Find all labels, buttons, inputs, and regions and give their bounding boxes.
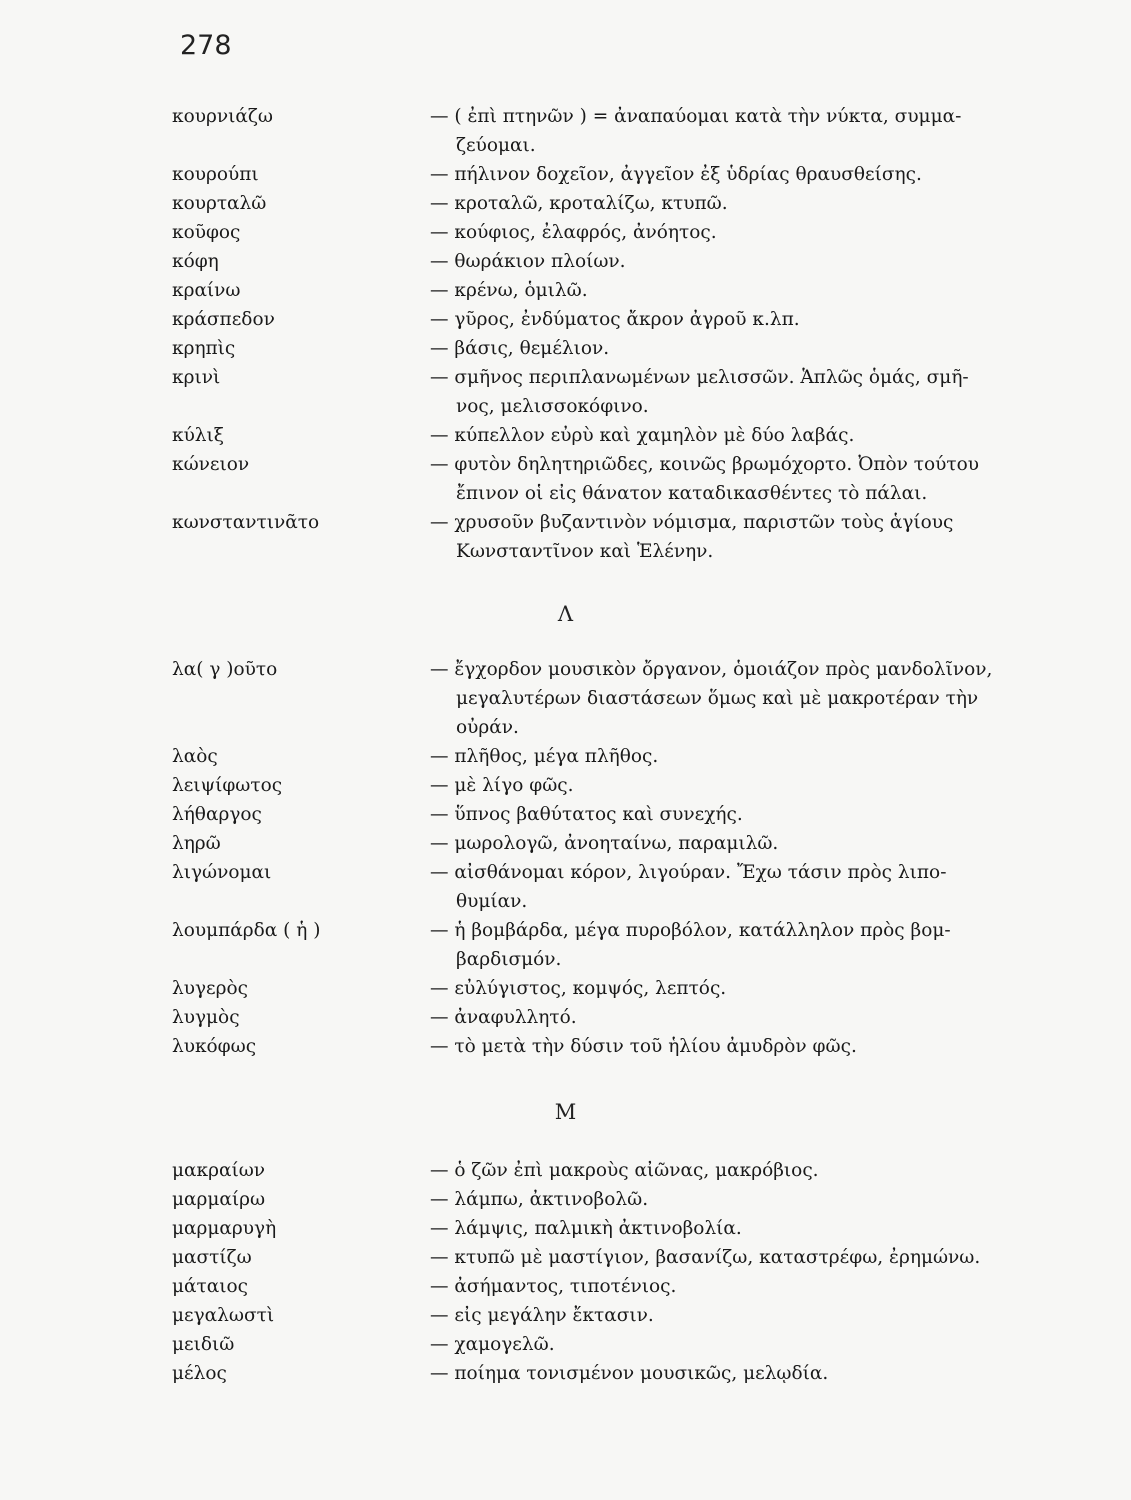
definition — [430, 1272, 1050, 1301]
definition — [430, 247, 1050, 276]
definition-line: — θωράκιον πλοίων. — [430, 251, 626, 272]
dictionary-entry — [0, 102, 1131, 160]
definition — [430, 508, 1050, 566]
headword: μέλος — [172, 1363, 227, 1384]
definition — [430, 160, 1050, 189]
headword: λυγερὸς — [172, 978, 248, 999]
definition-line: — ἡ βομβάρδα, μέγα πυροβόλον, κατάλληλον πρὸς βομ- — [430, 920, 951, 941]
headword: κώνειον — [172, 454, 250, 475]
dictionary-entry — [0, 276, 1131, 305]
definition — [430, 974, 1050, 1003]
definition-line: — ὁ ζῶν ἐπὶ μακροὺς αἰῶνας, μακρόβιος. — [430, 1160, 819, 1181]
headword: μειδιῶ — [172, 1334, 235, 1355]
dictionary-entry — [0, 218, 1131, 247]
section-lambda — [0, 655, 1131, 1061]
dictionary-entry — [0, 1359, 1131, 1388]
definition — [430, 1214, 1050, 1243]
definition — [430, 916, 1050, 974]
definition-line: — βάσις, θεμέλιον. — [430, 338, 610, 359]
definition — [430, 771, 1050, 800]
dictionary-entry — [0, 829, 1131, 858]
definition-line: — πήλινον δοχεῖον, ἀγγεῖον ἐξ ὑδρίας θραυσθείσης. — [430, 164, 922, 185]
dictionary-entry — [0, 1243, 1131, 1272]
definition — [430, 858, 1050, 916]
definition-line: — εὐλύγιστος, κομψός, λεπτός. — [430, 978, 727, 999]
definition-line: — χρυσοῦν βυζαντινὸν νόμισμα, παριστῶν τοὺς ἁγίους — [430, 512, 954, 533]
definition — [430, 1301, 1050, 1330]
dictionary-entry — [0, 189, 1131, 218]
definition-line: βαρδισμόν. — [456, 949, 562, 970]
definition-line: νος, μελισσοκόφινο. — [456, 396, 649, 417]
dictionary-entry — [0, 800, 1131, 829]
definition-line: — χαμογελῶ. — [430, 1334, 555, 1355]
definition-line: — ἔγχορδον μουσικὸν ὄργανον, ὁμοιάζον πρὸς μανδολῖνον, — [430, 659, 993, 680]
page-number: 278 — [180, 30, 232, 61]
definition — [430, 1330, 1050, 1359]
definition-line: — κροταλῶ, κροταλίζω, κτυπῶ. — [430, 193, 728, 214]
headword: κύλιξ — [172, 425, 224, 446]
definition — [430, 1003, 1050, 1032]
headword: μαρμαρυγὴ — [172, 1218, 277, 1239]
headword: κουρούπι — [172, 164, 259, 185]
definition-line: — ἀναφυλλητό. — [430, 1007, 577, 1028]
definition-line: ζεύομαι. — [456, 135, 536, 156]
headword: λειψίφωτος — [172, 775, 283, 796]
headword: λιγώνομαι — [172, 862, 272, 883]
letter-heading-lambda: Λ — [557, 602, 574, 626]
dictionary-entry — [0, 334, 1131, 363]
definition-line: — ποίημα τονισμένον μουσικῶς, μελῳδία. — [430, 1363, 829, 1384]
dictionary-entry — [0, 655, 1131, 742]
definition-line: μεγαλυτέρων διαστάσεων ὅμως καὶ μὲ μακροτέραν τὴν — [456, 688, 979, 709]
dictionary-entry — [0, 916, 1131, 974]
headword: κοῦφος — [172, 222, 241, 243]
dictionary-entry — [0, 974, 1131, 1003]
definition — [430, 1156, 1050, 1185]
definition-line: — πλῆθος, μέγα πλῆθος. — [430, 746, 659, 767]
definition — [430, 218, 1050, 247]
definition — [430, 1185, 1050, 1214]
letter-heading-mu: Μ — [554, 1100, 577, 1124]
dictionary-entry — [0, 1301, 1131, 1330]
headword: κόφη — [172, 251, 219, 272]
dictionary-entry — [0, 1330, 1131, 1359]
definition-line: — μωρολογῶ, ἀνοηταίνω, παραμιλῶ. — [430, 833, 779, 854]
definition — [430, 450, 1050, 508]
definition-line: — λάμψις, παλμικὴ ἀκτινοβολία. — [430, 1218, 742, 1239]
dictionary-entry — [0, 1003, 1131, 1032]
headword: μεγαλωστὶ — [172, 1305, 275, 1326]
definition — [430, 421, 1050, 450]
headword: κραίνω — [172, 280, 241, 301]
definition — [430, 1032, 1050, 1061]
headword: λυγμὸς — [172, 1007, 240, 1028]
definition-line: — γῦρος, ἐνδύματος ἄκρον ἀγροῦ κ.λπ. — [430, 309, 800, 330]
definition-line: — κούφιος, ἐλαφρός, ἀνόητος. — [430, 222, 717, 243]
dictionary-entry — [0, 450, 1131, 508]
definition — [430, 305, 1050, 334]
definition-line: οὐράν. — [456, 717, 519, 738]
definition — [430, 276, 1050, 305]
dictionary-entry — [0, 771, 1131, 800]
definition-line: — ὕπνος βαθύτατος καὶ συνεχής. — [430, 804, 743, 825]
definition-line: — κύπελλον εὐρὺ καὶ χαμηλὸν μὲ δύο λαβάς. — [430, 425, 855, 446]
dictionary-entry — [0, 1272, 1131, 1301]
headword: λυκόφως — [172, 1036, 257, 1057]
definition — [430, 363, 1050, 421]
definition-line: — αἰσθάνομαι κόρον, λιγούραν. Ἔχω τάσιν πρὸς λιπο- — [430, 862, 947, 883]
definition — [430, 189, 1050, 218]
dictionary-entry — [0, 742, 1131, 771]
definition — [430, 1243, 1050, 1272]
definition — [430, 800, 1050, 829]
headword: κρινὶ — [172, 367, 221, 388]
definition-line: — φυτὸν δηλητηριῶδες, κοινῶς βρωμόχορτο. Ὀπὸν τούτου — [430, 454, 980, 475]
dictionary-entry — [0, 1214, 1131, 1243]
definition-line: — κτυπῶ μὲ μαστίγιον, βασανίζω, καταστρέφω, ἐρημώνω. — [430, 1247, 981, 1268]
dictionary-entry — [0, 160, 1131, 189]
definition — [430, 742, 1050, 771]
headword: κουρνιάζω — [172, 106, 273, 127]
definition-line: — σμῆνος περιπλανωμένων μελισσῶν. Ἁπλῶς ὁμάς, σμῆ- — [430, 367, 969, 388]
dictionary-entry — [0, 247, 1131, 276]
definition-line: — μὲ λίγο φῶς. — [430, 775, 574, 796]
dictionary-entry — [0, 1032, 1131, 1061]
headword: μάταιος — [172, 1276, 248, 1297]
headword: λήθαργος — [172, 804, 262, 825]
dictionary-entry — [0, 508, 1131, 566]
headword: λουμπάρδα ( ἡ ) — [172, 920, 321, 941]
definition-line: — ἀσήμαντος, τιποτένιος. — [430, 1276, 677, 1297]
headword: λα( γ )οῦτο — [172, 659, 278, 680]
definition-line: — εἰς μεγάλην ἔκτασιν. — [430, 1305, 654, 1326]
headword: κωνσταντινᾶτο — [172, 512, 320, 533]
definition-line: — τὸ μετὰ τὴν δύσιν τοῦ ἡλίου ἀμυδρὸν φῶς. — [430, 1036, 857, 1057]
definition — [430, 829, 1050, 858]
headword: ληρῶ — [172, 833, 221, 854]
definition — [430, 1359, 1050, 1388]
headword: κρηπὶς — [172, 338, 236, 359]
definition-line: θυμίαν. — [456, 891, 528, 912]
definition-line: — ( ἐπὶ πτηνῶν ) = ἀναπαύομαι κατὰ τὴν νύκτα, συμμα- — [430, 106, 962, 127]
dictionary-entry — [0, 1185, 1131, 1214]
definition-line: ἔπινον οἱ εἰς θάνατον καταδικασθέντες τὸ πάλαι. — [456, 483, 928, 504]
definition — [430, 102, 1050, 160]
headword: μαρμαίρω — [172, 1189, 266, 1210]
definition — [430, 334, 1050, 363]
definition-line: — λάμπω, ἀκτινοβολῶ. — [430, 1189, 649, 1210]
headword: λαὸς — [172, 746, 218, 767]
headword: μακραίων — [172, 1160, 266, 1181]
section-mu — [0, 1156, 1131, 1388]
headword: μαστίζω — [172, 1247, 252, 1268]
headword: κουρταλῶ — [172, 193, 267, 214]
dictionary-entry — [0, 421, 1131, 450]
dictionary-entry — [0, 1156, 1131, 1185]
definition-line: Κωνσταντῖνον καὶ Ἑλένην. — [456, 541, 714, 562]
section-kappa — [0, 102, 1131, 566]
dictionary-entry — [0, 363, 1131, 421]
headword: κράσπεδον — [172, 309, 275, 330]
dictionary-entry — [0, 305, 1131, 334]
dictionary-entry — [0, 858, 1131, 916]
definition-line: — κρένω, ὁμιλῶ. — [430, 280, 588, 301]
definition — [430, 655, 1050, 742]
